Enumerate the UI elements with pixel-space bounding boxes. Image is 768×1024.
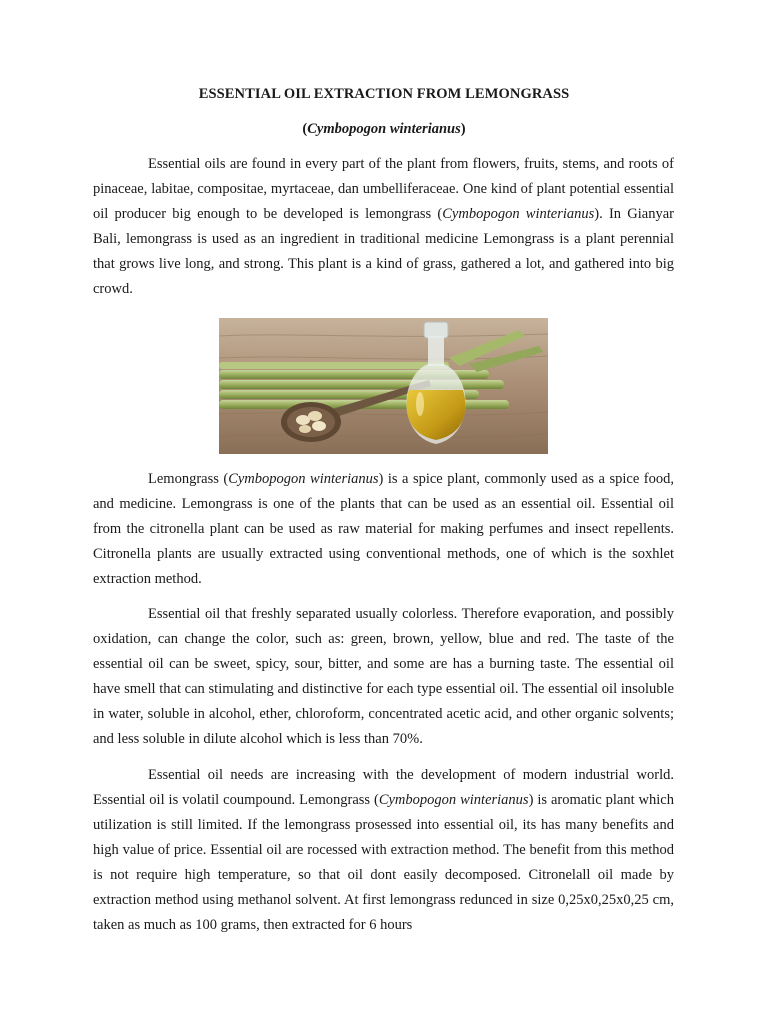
document-title: ESSENTIAL OIL EXTRACTION FROM LEMONGRASS xyxy=(198,86,570,102)
paragraph-4-text-b: ) is aromatic plant which utilization is still limited. If the lemongrass prosessed into essential oil, its has many benefits and high value of price. Essential oil are rocessed with extraction method. The benefit from this method is not require high temperature, so that oil dont easily decomposed. Citronelall oil made by extraction method using methanol solvent. At first lemongrass redunced in size 0,25x0,25x0,25 cm, taken as much as 100 grams, then extracted for 6 hours xyxy=(93,792,674,933)
paragraph-3 xyxy=(93,602,674,752)
subtitle-open-paren: ( xyxy=(302,121,308,137)
paragraph-1-text-b: ). In Gianyar Bali, lemongrass is used as an ingredient in traditional medicine Lemongrass is a plant perennial that grows live long, and strong. This plant is a kind of grass, gathered a lot, and gathered into big crowd. xyxy=(93,206,674,297)
paragraph-2-text-a: Lemongrass ( xyxy=(148,471,229,487)
paragraph-2-species: Cymbopogon winterianus xyxy=(228,471,379,487)
paragraph-2 xyxy=(93,467,674,592)
lemongrass-oil-photo xyxy=(219,318,548,454)
paragraph-1-species: Cymbopogon winterianus xyxy=(442,206,595,222)
paragraph-4-text-a: Essential oil needs are increasing with the development of modern industrial world. Essential oil is volatil coumpound. Lemongrass ( xyxy=(93,767,674,808)
paragraph-1 xyxy=(93,152,674,302)
subtitle-close-paren: ) xyxy=(460,121,466,137)
paragraph-2-text-b: ) is a spice plant, commonly used as a spice food, and medicine. Lemongrass is one of the plants that can be used as an essential oil. Essential oil from the citronella plant can be used as raw material for making perfumes and insect repellents. Citronella plants are usually extracted using conventional methods, one of which is the soxhlet extraction method. xyxy=(93,471,674,587)
paragraph-4 xyxy=(93,763,674,938)
paragraph-1-text-a: Essential oils are found in every part of the plant from flowers, fruits, stems, and roots of pinaceae, labitae, compositae, myrtaceae, dan umbelliferaceae. One kind of plant potential essential oil producer big enough to be developed is lemongrass ( xyxy=(93,156,674,222)
subtitle-species-name: Cymbopogon winterianus xyxy=(307,121,461,137)
paragraph-4-species: Cymbopogon winterianus xyxy=(378,792,529,808)
paragraph-3-text: Essential oil that freshly separated usually colorless. Therefore evaporation, and possibly oxidation, can change the color, such as: green, brown, yellow, blue and red. The taste of the essential oil can be sweet, spicy, sour, bitter, and some are has a burning taste. The essential oil have smell that can stimulating and distinctive for each type essential oil. The essential oil insoluble in water, soluble in alcohol, ether, chloroform, concentrated acetic acid, and other organic solvents; and less soluble in dilute alcohol which is less than 70%. xyxy=(93,606,674,747)
document-subtitle xyxy=(0,121,768,138)
